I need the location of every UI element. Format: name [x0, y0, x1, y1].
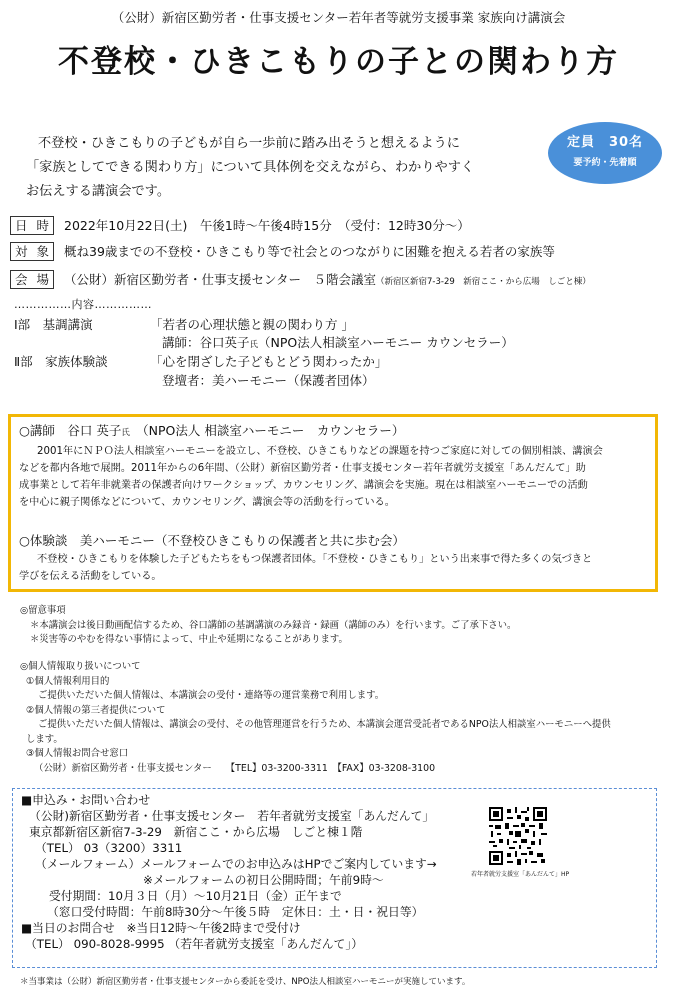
page-title: 不登校・ひきこもりの子との関わり方 [58, 44, 619, 80]
venue-address: （新宿区新宿7-3-29 新宿ここ・から広場 しごと棟） [376, 277, 591, 287]
bio-line: などを都内各地で展開。2011年からの6年間、（公財）新宿区勤労者・仕事支援センター若年者就労支援室「あんだんて」助 [19, 463, 586, 474]
lecturer-bio [19, 443, 647, 511]
event-subtitle: （公財）新宿区勤労者・仕事支援センター若年者等就労支援事業 家族向け講演会 [111, 10, 566, 25]
privacy-subheading: ①個人情報利用目的 [26, 675, 110, 687]
program-heading: ……………内容…………… [14, 298, 152, 311]
lecturer-org: （NPO法人 相談室ハーモニー カウンセラー） [142, 423, 405, 438]
contact-org: （公財)新宿区勤労者・仕事支援センター 若年者就労支援室「あんだんて」 [29, 809, 435, 823]
privacy-heading: ◎個人情報取り扱いについて [20, 661, 141, 672]
caution-heading: ◎留意事項 [20, 605, 66, 616]
intro-line: 「家族としてできる関わり方」について具体例を交えながら、わかりやすく [26, 160, 475, 175]
privacy-section [20, 660, 611, 776]
intro-line: 不登校・ひきこもりの子どもが自ら一歩前に踏み出そうと想えるように [38, 136, 460, 151]
group-heading: ○体験談 美ハーモニー（不登校ひきこもりの保護者と共に歩む会） [19, 533, 405, 548]
window-hours: （窓口受付時間：午前8時30分～午後５時 定休日：土・日・祝日等） [47, 905, 424, 919]
honorific: 氏 [121, 428, 130, 438]
target-label: 対象 [10, 242, 54, 261]
part1-title: 「若者の心理状態と親の関わり方 」 [150, 317, 354, 332]
date-label: 日時 [10, 216, 54, 235]
lecturer-heading [19, 421, 404, 439]
honorific: 氏 [249, 340, 259, 350]
caution-item: ＊本講演会は後日動画配信するため、谷口講師の基調講演のみ録音・録画（講師のみ）を行います。ご了承下さい。 [30, 619, 517, 631]
date-value: 2022年10月22日(土) 午後1時～午後4時15分 （受付：12時30分～） [64, 218, 470, 233]
bio-line: を中心に親子関係などについて、カウンセリング、講演会等の活動を行っている。 [19, 497, 395, 508]
part1-speaker [162, 334, 514, 354]
contact-heading: ■申込み・お問い合わせ [21, 793, 151, 807]
intro-line: お伝えする講演会です。 [26, 184, 171, 199]
program-part1 [14, 316, 354, 334]
venue-row [10, 270, 591, 290]
part1-speaker-name: 講師：谷口英子 [162, 335, 250, 350]
reception-period: 受付期間：10月３日（月）～10月21日（金）正午まで [49, 889, 342, 903]
contact-mailform: （メールフォーム）メールフォームでのお申込みはHPでご案内しています→ [35, 857, 437, 871]
sameday-heading: ■当日のお問合せ ※当日12時～午後2時まで受付け [21, 921, 301, 935]
bio-line: 成事業として若年非就業者の保護者向けワークショップ、カウンセリング、講演会を実施。現在は相談室ハーモニーでの活動 [19, 480, 588, 491]
part2-title: 「心を閉ざした子どもとどう関わったか」 [150, 354, 388, 369]
caution-item: ＊災害等のやむを得ない事情によって、中止や延期になることがあります。 [30, 634, 348, 645]
target-row [10, 242, 555, 262]
reservation-note: 要予約・先着順 [573, 158, 637, 168]
lecturer-name: ○講師 谷口 英子 [19, 423, 122, 438]
target-value: 概ね39歳までの不登校・ひきこもり等で社会とのつながりに困難を抱える若者の家族等 [64, 244, 555, 259]
footer-note: ＊当事業は（公財）新宿区勤労者・仕事支援センターから委託を受け、NPO法人相談室ハーモニーが実施しています。 [20, 977, 471, 987]
date-row [10, 216, 470, 236]
contact-tel: （TEL） 03（3200）3311 [35, 841, 183, 855]
group-line: 学びを伝える活動をしている。 [19, 571, 162, 582]
contact-box [12, 788, 657, 968]
venue-value: （公財）新宿区勤労者・仕事支援センター ５階会議室 [64, 272, 377, 287]
qr-code-icon[interactable] [489, 807, 547, 865]
privacy-subheading: ③個人情報お問合せ窓口 [26, 748, 129, 759]
contact-address: 東京都新宿区新宿7-3-29 新宿ここ・から広場 しごと棟１階 [29, 825, 363, 839]
capacity-text: 定員 30名 [566, 135, 644, 150]
privacy-text: ご提供いただいた個人情報は、本講演会の受付・連絡等の運営業務で利用します。 [38, 690, 385, 701]
group-description [19, 551, 647, 585]
privacy-text: ご提供いただいた個人情報は、講演会の受付、その他管理運営を行うため、本講演会運営受託者であるNPO法人相談室ハーモニーへ提供 [38, 719, 611, 730]
venue-label: 会場 [10, 270, 54, 289]
privacy-contact: （公財）新宿区勤労者・仕事支援センター 【TEL】03-3200-3311 【FAX】03-3208-3100 [34, 762, 436, 774]
part2-speaker: 登壇者：美ハーモニー（保護者団体） [162, 373, 375, 388]
privacy-subheading: ②個人情報の第三者提供について [26, 704, 166, 716]
profile-box [8, 414, 658, 592]
bio-line: 2001年にＮＰＯ法人相談室ハーモニーを設立し、不登校、ひきこもりなどの課題を持つご家庭に対しての個別相談、講演会 [37, 446, 603, 457]
part1-speaker-org: （NPO法人相談室ハーモニー カウンセラー） [258, 335, 514, 350]
part2-label: Ⅱ部 家族体験談 [14, 354, 108, 369]
group-line: 不登校・ひきこもりを体験した子どもたちをもつ保護者団体。「不登校・ひきこもり」という出来事で得た多くの気づきと [37, 554, 593, 565]
notes-section [20, 604, 516, 648]
mailform-note: ※メールフォームの初日公開時間；午前9時～ [143, 873, 384, 887]
privacy-text: します。 [26, 733, 63, 745]
qr-caption: 若年者就労支援室「あんだんて」HP [471, 871, 570, 878]
sameday-tel: （TEL） 090-8028-9995 （若年者就労支援室「あんだんて」） [25, 937, 364, 951]
program-part2 [14, 353, 388, 371]
capacity-badge [548, 122, 662, 184]
part1-label: Ⅰ部 基調講演 [14, 317, 93, 332]
intro-text [26, 132, 546, 204]
